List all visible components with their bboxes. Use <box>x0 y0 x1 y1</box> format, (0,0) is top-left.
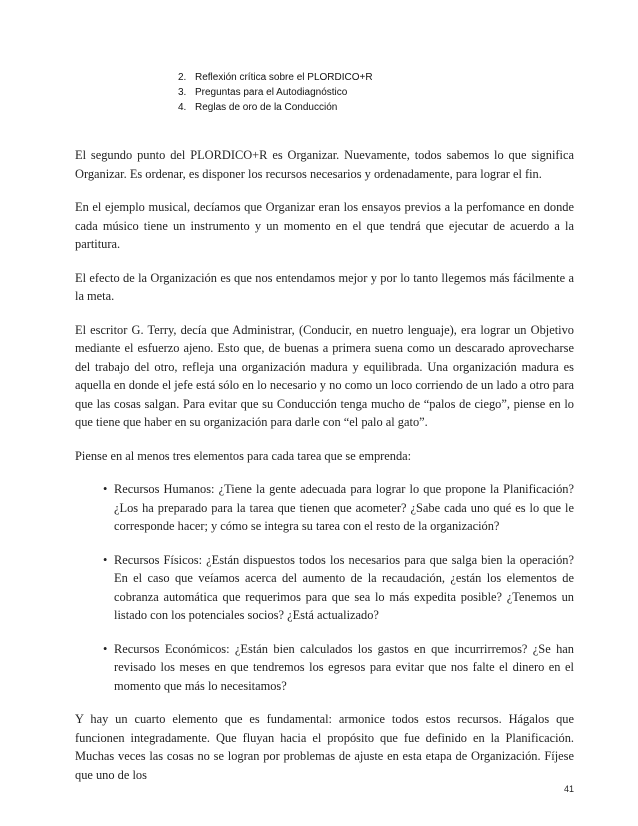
bullet-item <box>103 480 574 536</box>
paragraph: Y hay un cuarto elemento que es fundamental: armonice todos estos recursos. Hágalos que funcionen integradamente. Que fluyan hacia el propósito que fue definido en la Planificación. Muchas veces las cosas no se logran por problemas de ajuste en esta etapa de Organización. Fíjese que uno de los <box>75 712 574 782</box>
paragraph: El escritor G. Terry, decía que Administrar, (Conducir, en nuetro lenguaje), era lograr un Objetivo mediante el esfuerzo ajeno. Esto que, de buenas a primera suena como un descarado aprovecharse del trabajo del otro, refleja una organización madura y equilibrada. Una organización madura es aquella en donde el jefe está sólo en lo necesario y no como un loco corriendo de un lado a otro para que las cosas salgan. Para evitar que su Conducción tenga mucho de “palos de ciego”, piense en lo que tiene que haber en su organización para darle con “el palo al gato”. <box>75 322 574 429</box>
toc-item <box>178 85 373 100</box>
body-text <box>75 146 574 799</box>
bullet-text: Recursos Físicos: ¿Están dispuestos todos los necesarios para que salga bien la operación? En el caso que veíamos acerca del aumento de la recaudación, ¿están los elementos de cobranza automática que requerimos para que sea lo más expedita posible? ¿Tenemos un listado con los potenciales socios? ¿Está actualizado? <box>114 552 574 622</box>
toc-item-text: Reglas de oro de la Conducción <box>195 102 338 113</box>
toc-item <box>178 100 373 115</box>
bullet-text: Recursos Económicos: ¿Están bien calculados los gastos en que incurrirremos? ¿Se han revisado los meses en que tendremos los egresos para evitar que nos falte el dinero en el momento que más lo necesitamos? <box>114 641 574 693</box>
toc-item-number: 3. <box>178 87 187 98</box>
bullet-icon: • <box>103 482 108 496</box>
paragraph: En el ejemplo musical, decíamos que Organizar eran los ensayos previos a la perfomance en donde cada músico tiene un instrumento y un momento en el que tendrá que ejecutar de acuerdo a la partitura. <box>75 200 574 251</box>
toc-item-text: Preguntas para el Autodiagnóstico <box>195 87 348 98</box>
paragraph: Piense en al menos tres elementos para cada tarea que se emprenda: <box>75 448 412 463</box>
paragraph: El efecto de la Organización es que nos entendamos mejor y por lo tanto llegemos más fácilmente a la meta. <box>75 270 574 303</box>
bullet-text: Recursos Humanos: ¿Tiene la gente adecuada para lograr lo que propone la Planificación? ¿Los ha preparado para la tarea que tienen que acometer? ¿Sabe cada uno qué es lo que le corresponde hacer; y cómo se integra su tarea con el resto de la organización? <box>114 482 574 533</box>
bullet-icon: • <box>103 552 108 567</box>
toc-list <box>178 70 373 115</box>
toc-item <box>178 70 373 85</box>
paragraph: El segundo punto del PLORDICO+R es Organizar. Nuevamente, todos sabemos lo que significa Organizar. Es ordenar, es disponer los recursos necesarios y ordenadamente, para lograr el fin. <box>75 148 574 181</box>
toc-item-number: 4. <box>178 102 187 113</box>
bullet-icon: • <box>103 641 108 656</box>
page-number: 41 <box>564 784 575 794</box>
toc-item-number: 2. <box>178 72 187 83</box>
bullet-list <box>75 480 574 695</box>
bullet-item <box>103 640 574 696</box>
bullet-item <box>103 551 574 625</box>
toc-item-text: Reflexión crítica sobre el PLORDICO+R <box>195 72 373 83</box>
